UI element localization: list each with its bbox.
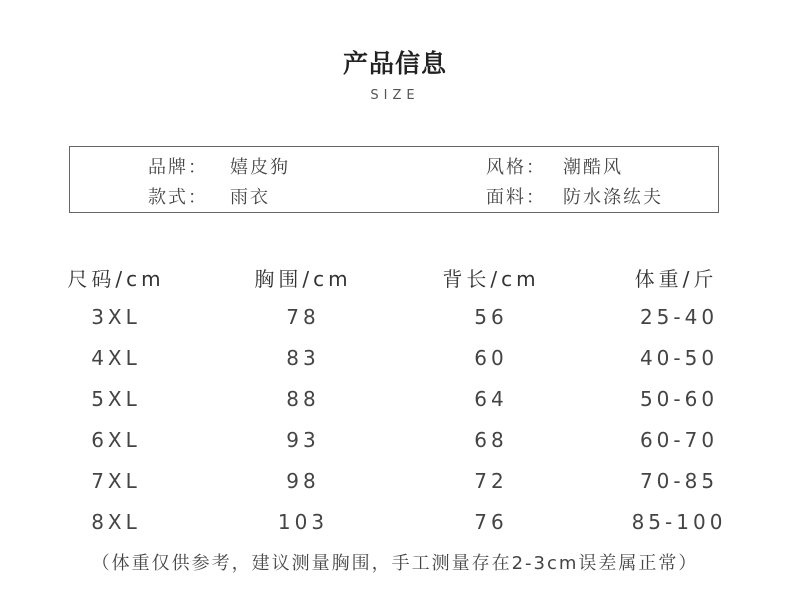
table-cell-back-length: 60 bbox=[474, 346, 508, 370]
table-cell-size: 6XL bbox=[91, 428, 141, 452]
table-cell-weight: 40-50 bbox=[639, 346, 719, 370]
table-cell-weight: 60-70 bbox=[639, 428, 719, 452]
header-chest: 胸围/cm bbox=[254, 267, 352, 291]
style-label: 风格： bbox=[486, 157, 546, 178]
table-cell-weight: 70-85 bbox=[639, 469, 719, 493]
table-cell-back-length: 56 bbox=[474, 305, 508, 329]
fabric-label: 面料： bbox=[486, 187, 546, 208]
table-cell-weight: 50-60 bbox=[639, 387, 719, 411]
table-cell-size: 3XL bbox=[91, 305, 141, 329]
table-cell-back-length: 64 bbox=[474, 387, 508, 411]
table-cell-size: 4XL bbox=[91, 346, 141, 370]
table-cell-back-length: 72 bbox=[474, 469, 508, 493]
page-title: 产品信息 bbox=[342, 49, 447, 78]
table-cell-chest: 78 bbox=[286, 305, 320, 329]
table-cell-chest: 98 bbox=[286, 469, 320, 493]
product-info-box bbox=[69, 146, 719, 213]
brand-value: 嬉皮狗 bbox=[230, 157, 290, 178]
type-label: 款式： bbox=[148, 187, 208, 208]
table-cell-back-length: 76 bbox=[474, 510, 508, 534]
style-value: 潮酷风 bbox=[563, 157, 623, 178]
header-weight: 体重/斤 bbox=[634, 267, 718, 291]
table-cell-weight: 25-40 bbox=[639, 305, 719, 329]
table-cell-chest: 93 bbox=[286, 428, 320, 452]
header-size: 尺码/cm bbox=[67, 267, 165, 291]
table-cell-size: 8XL bbox=[91, 510, 141, 534]
type-value: 雨衣 bbox=[230, 187, 270, 208]
fabric-value: 防水涤纮夫 bbox=[563, 187, 663, 208]
table-cell-size: 7XL bbox=[91, 469, 141, 493]
measurement-note: （体重仅供参考，建议测量胸围，手工测量存在2-3cm误差属正常） bbox=[91, 553, 699, 574]
table-cell-weight: 85-100 bbox=[631, 510, 727, 534]
table-cell-back-length: 68 bbox=[474, 428, 508, 452]
brand-label: 品牌： bbox=[148, 157, 208, 178]
header-back-length: 背长/cm bbox=[442, 267, 540, 291]
page-subtitle: SIZE bbox=[370, 88, 420, 103]
table-cell-chest: 88 bbox=[286, 387, 320, 411]
table-cell-size: 5XL bbox=[91, 387, 141, 411]
table-cell-chest: 103 bbox=[277, 510, 329, 534]
table-cell-chest: 83 bbox=[286, 346, 320, 370]
